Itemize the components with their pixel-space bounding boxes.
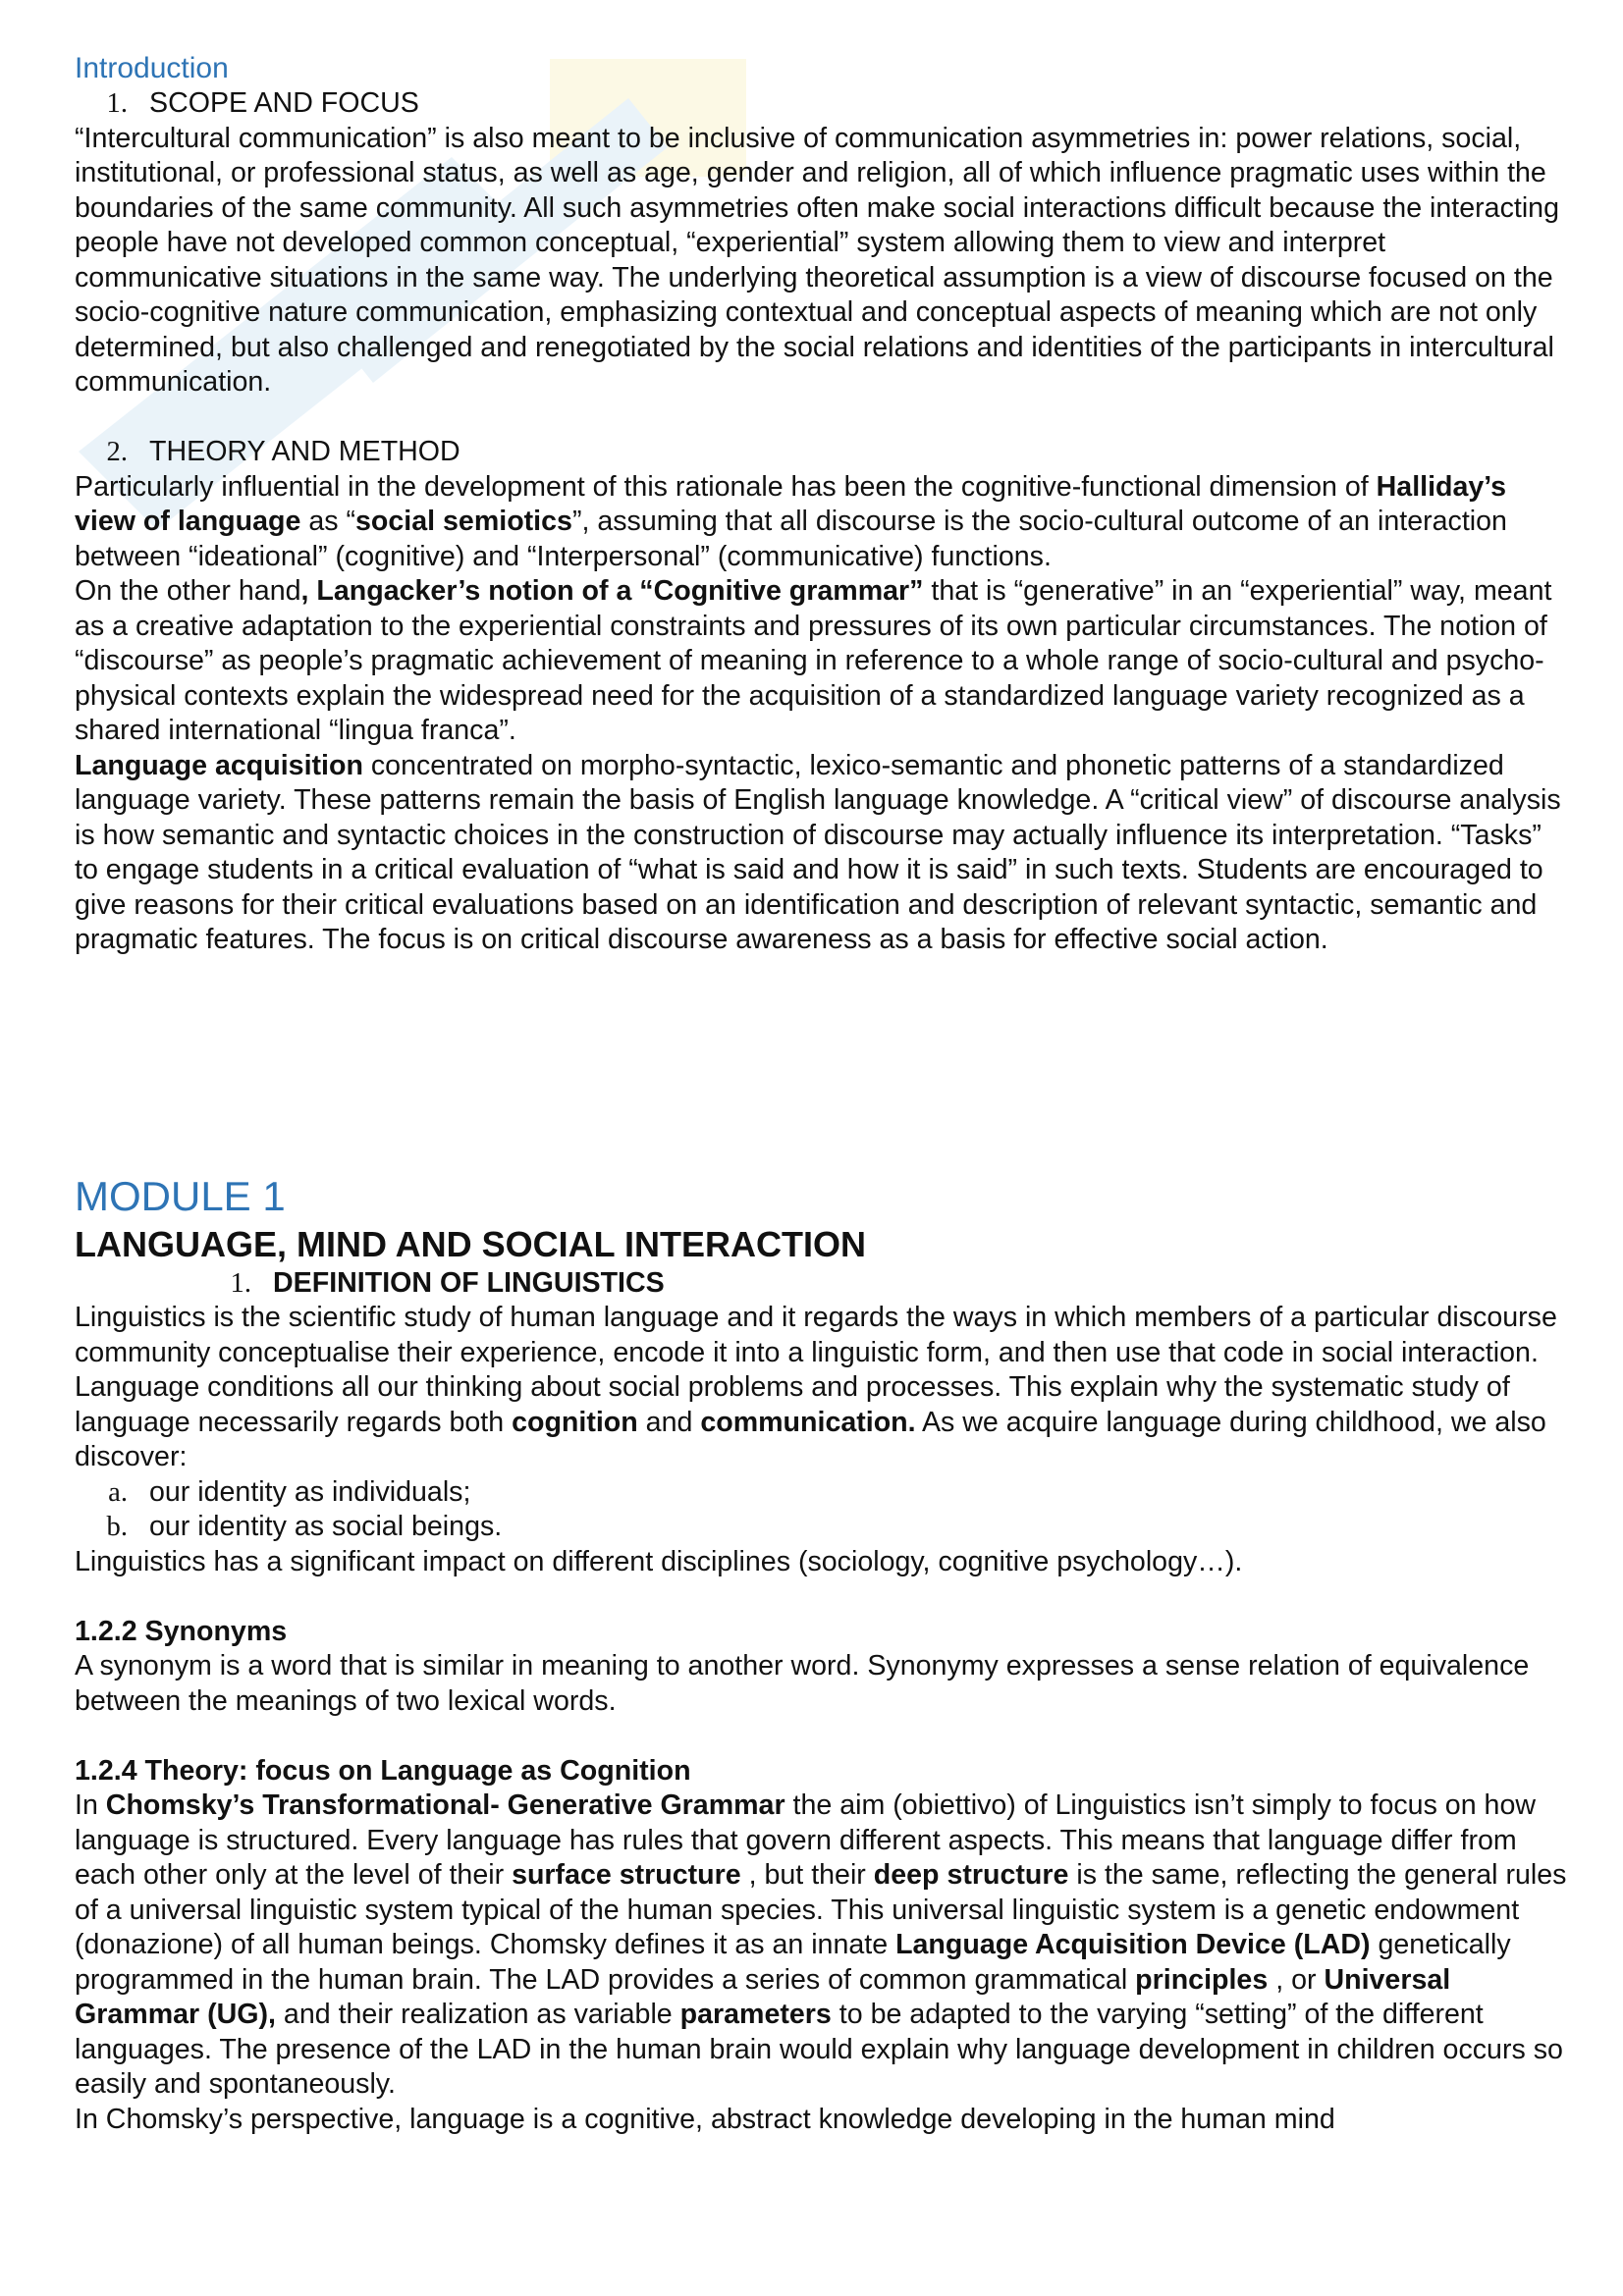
list-number: 2. <box>106 437 128 467</box>
synonyms-paragraph: A synonym is a word that is similar in meaning to another word. Synonymy expresses a sense relation of equivalence between the meanings of two lexical words. <box>75 1650 1530 1717</box>
bold-term: cognition <box>512 1406 638 1438</box>
list-number: 1. <box>230 1267 251 1299</box>
scope-paragraph: “Intercultural communication” is also meant to be inclusive of communication asymmetries in: power relations, social, institutional, or professional status, as well as age, gender and religion, all of which influence pragmatic uses within the boundaries of the same community. All such asymmetries often make social interactions difficult because the interacting people have not developed common conceptual, “experiential” system allowing them to view and interpret communicative situations in the same way. The underlying theoretical assumption is a view of discourse focused on the socio-cognitive nature communication, emphasizing contextual and conceptual aspects of meaning which are not only determined, but also challenged and renegotiated by the social relations and identities of the participants in intercultural communication. <box>75 122 1559 398</box>
text-run: , but their <box>740 1859 874 1891</box>
bold-term: Chomsky’s Transformational- Generative Grammar <box>105 1789 785 1821</box>
bold-term: Language acquisition <box>75 749 363 781</box>
text-run: As we acquire language during childhood, we also discover: <box>75 1406 1546 1472</box>
module-title: LANGUAGE, MIND AND SOCIAL INTERACTION <box>75 1223 866 1264</box>
synonyms-heading: 1.2.2 Synonyms <box>75 1615 288 1647</box>
halliday-paragraph <box>75 470 1567 575</box>
text-run: Linguistics is the scientific study of human language and it regards the ways in which members of a particular discourse community conceptualise their experience, encode it into a linguistic form, and then use that code in social interaction. Language conditions all our thinking about social problems and processes. This explain why the systematic study of language necessarily regards both <box>75 1302 1557 1438</box>
bold-term: parameters <box>679 1999 832 2030</box>
bold-term: social semiotics <box>355 506 572 537</box>
bold-term: deep structure <box>873 1859 1069 1891</box>
text-run: Particularly influential in the development of this rationale has been the cognitive-functional dimension of <box>75 470 1377 503</box>
text-run: is the same, reflecting the general rules of a universal linguistic system typical of the human species. This universal linguistic system is a genetic endowment (donazione) of all human beings. Chomsky defines it as an innate <box>75 1859 1567 1960</box>
definition-heading <box>75 1266 1567 1302</box>
section-title: DEFINITION OF LINGUISTICS <box>273 1266 665 1299</box>
list-number: 1. <box>106 88 128 119</box>
text-run: genetically programmed in the human brain. The LAD provides a series of common grammatical <box>75 1929 1511 1996</box>
text-run: ”, assuming that all discourse is the socio-cultural outcome of an interaction between “ideational” (cognitive) and “Interpersonal” (communicative) functions. <box>75 506 1507 572</box>
document-page <box>75 51 1567 2137</box>
section-title: THEORY AND METHOD <box>149 436 460 467</box>
langacker-paragraph <box>75 574 1567 749</box>
bold-term: principles <box>1135 1963 1269 1996</box>
text-run: , or <box>1268 1963 1325 1996</box>
text-run: to be adapted to the varying “setting” of the different languages. The presence of the LAD in the human brain would explain why language development in children occurs so easily and spontaneously. <box>75 1999 1563 2100</box>
list-item-text: our identity as social beings. <box>149 1511 503 1542</box>
section-theory-heading <box>75 435 1567 470</box>
text-run: concentrated on morpho-syntactic, lexico-semantic and phonetic patterns of a standardized language variety. These patterns remain the basis of English language knowledge. A “critical view” of discourse analysis is how semantic and syntactic choices in the construction of discourse may actually influence its interpretation. “Tasks” to engage students in a critical evaluation of “what is said and how it is said” in such texts. Students are encouraged to give reasons for their critical evaluations based on an identification and description of relevant syntactic, semantic and pragmatic features. The focus is on critical discourse awareness as a basis for effective social action. <box>75 749 1561 955</box>
acquisition-paragraph <box>75 749 1567 958</box>
text-run: the aim (obiettivo) of Linguistics isn’t simply to focus on how language is structured. Every language has rules that govern different aspects. This means that language differ from each other only at the level of their <box>75 1789 1537 1891</box>
list-item-text: our identity as individuals; <box>149 1475 471 1508</box>
list-letter: a. <box>108 1476 128 1508</box>
text-run: In <box>75 1789 106 1821</box>
bold-term: communication. <box>700 1406 916 1438</box>
bold-term: Universal Grammar (UG), <box>75 1963 1451 2030</box>
bold-term: Language Acquisition Device (LAD) <box>895 1929 1371 1960</box>
bold-term: surface structure <box>512 1859 741 1891</box>
module-label: MODULE 1 <box>75 1172 286 1219</box>
list-item <box>75 1475 1567 1511</box>
text-run: as “ <box>300 506 356 537</box>
section-title: SCOPE AND FOCUS <box>149 87 419 119</box>
text-run: and <box>637 1406 701 1438</box>
impact-paragraph: Linguistics has a significant impact on different disciplines (sociology, cognitive psychology…). <box>75 1545 1243 1577</box>
text-run: On the other hand <box>75 575 301 607</box>
text-run: that is “generative” in an “experiential” way, meant as a creative adaptation to the experiential constraints and pressures of its own particular circumstances. The notion of “discourse” as people’s pragmatic achievement of meaning in reference to a whole range of socio-cultural and psycho-physical contexts explain the widespread need for the acquisition of a standardized language variety recognized as a shared international “lingua franca”. <box>75 575 1552 746</box>
bold-term: , Langacker’s notion of a “Cognitive grammar” <box>300 575 924 607</box>
theory-heading: 1.2.4 Theory: focus on Language as Cognition <box>75 1754 691 1787</box>
list-item <box>75 1510 1567 1545</box>
introduction-heading: Introduction <box>75 52 229 84</box>
chomsky-perspective-line: In Chomsky’s perspective, language is a cognitive, abstract knowledge developing in the human mind <box>75 2103 1335 2135</box>
list-letter: b. <box>106 1512 128 1542</box>
definition-paragraph <box>75 1301 1567 1475</box>
section-scope-heading <box>75 86 1567 122</box>
bold-term: Halliday’s view of language <box>75 470 1507 537</box>
chomsky-paragraph <box>75 1789 1567 2103</box>
text-run: and their realization as variable <box>275 1999 680 2030</box>
